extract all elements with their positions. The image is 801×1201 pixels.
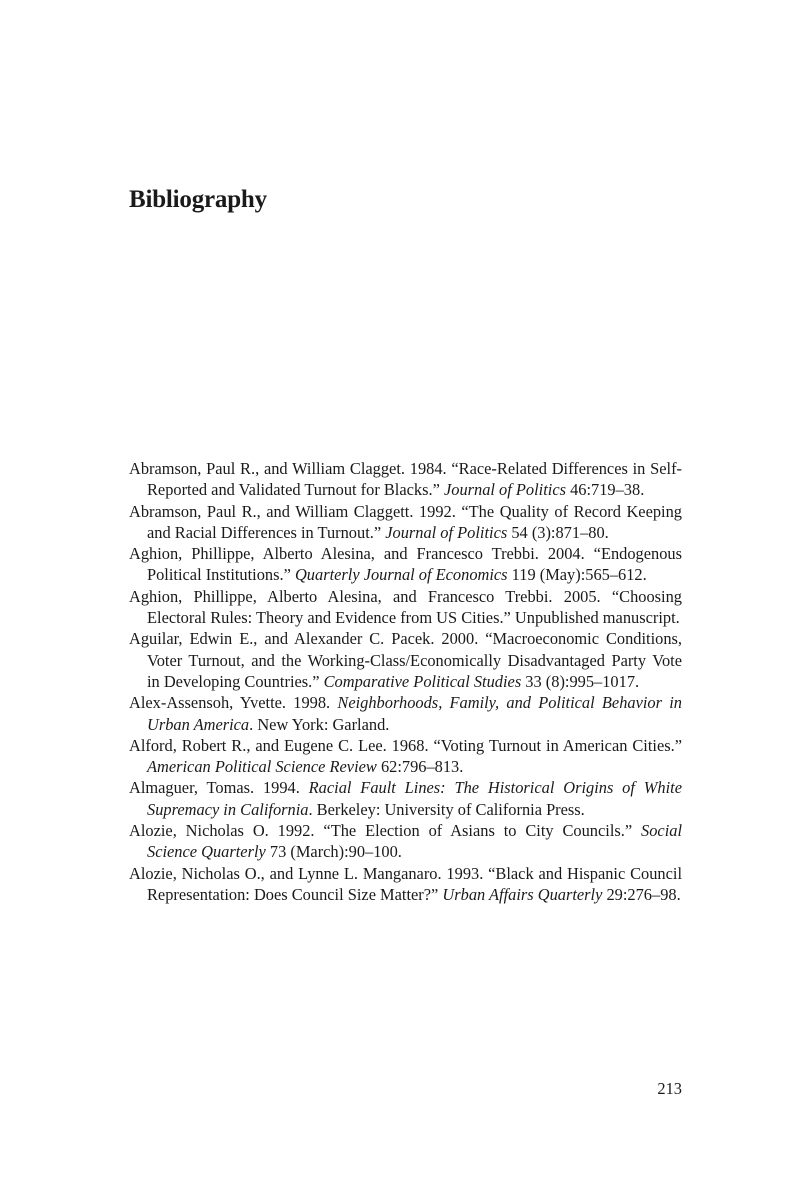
entry-title-italic: American Political Science Review bbox=[147, 757, 377, 777]
entry-text: 29:276–98. bbox=[602, 884, 681, 904]
bibliography-entry bbox=[129, 586, 682, 629]
bibliography-list bbox=[129, 458, 682, 905]
entry-text: Alford, Robert R., and Eugene C. Lee. 1968. “Voting Turnout in American Cities.” bbox=[129, 735, 682, 755]
entry-text: 119 (May):565–612. bbox=[507, 565, 647, 585]
bibliography-entry bbox=[129, 501, 682, 544]
page-heading: Bibliography bbox=[129, 186, 267, 213]
entry-text: Aghion, Phillippe, Alberto Alesina, and Francesco Trebbi. 2005. “Choosing Electoral Rules: Theory and Evidence from US Cities.” Unpublished manuscript. bbox=[129, 586, 682, 628]
entry-text: 73 (March):90–100. bbox=[265, 842, 402, 862]
bibliography-entry bbox=[129, 735, 682, 778]
entry-text: Alozie, Nicholas O. 1992. “The Election of Asians to City Councils.” bbox=[129, 821, 642, 841]
entry-title-italic: Urban Affairs Quarterly bbox=[442, 884, 603, 904]
entry-text: . New York: Garland. bbox=[249, 714, 390, 734]
entry-title-italic: Social Science Quarterly bbox=[147, 821, 682, 862]
entry-title-italic: Racial Fault Lines: The Historical Origins of White Supremacy in California bbox=[147, 778, 683, 819]
entry-title-italic: Journal of Politics bbox=[385, 522, 508, 542]
entry-text: Almaguer, Tomas. 1994. bbox=[129, 778, 309, 798]
entry-text: Alex-Assensoh, Yvette. 1998. bbox=[129, 693, 338, 713]
bibliography-entry bbox=[129, 628, 682, 692]
entry-text: Abramson, Paul R., and William Claggett. 1992. “The Quality of Record Keeping and Racial Differences in Turnout.” bbox=[129, 501, 682, 542]
entry-text: Aghion, Phillippe, Alberto Alesina, and Francesco Trebbi. 2004. “Endogenous Political Institutions.” bbox=[129, 544, 682, 585]
entry-text: . Berkeley: University of California Press. bbox=[308, 799, 585, 819]
bibliography-entry bbox=[129, 820, 682, 863]
entry-text: 46:719–38. bbox=[565, 480, 645, 500]
entry-text: 62:796–813. bbox=[376, 757, 464, 777]
entry-text: Abramson, Paul R., and William Clagget. 1984. “Race-Related Differences in Self-Reported and Validated Turnout for Blacks.” bbox=[129, 459, 682, 500]
entry-title-italic: Quarterly Journal of Economics bbox=[294, 565, 508, 585]
entry-text: Alozie, Nicholas O., and Lynne L. Manganaro. 1993. “Black and Hispanic Council Representation: Does Council Size Matter?” bbox=[129, 863, 682, 904]
entry-text: Aguilar, Edwin E., and Alexander C. Pacek. 2000. “Macroeconomic Conditions, Voter Turnout, and the Working-Class/Economically Disadvantaged Party Vote in Developing Countries.” bbox=[129, 629, 682, 691]
entry-text: 33 (8):995–1017. bbox=[521, 671, 640, 691]
bibliography-entry bbox=[129, 458, 682, 501]
entry-text: 54 (3):871–80. bbox=[507, 522, 609, 542]
entry-title-italic: Journal of Politics bbox=[443, 480, 566, 500]
bibliography-entry bbox=[129, 777, 682, 820]
bibliography-entry bbox=[129, 543, 682, 586]
bibliography-entry bbox=[129, 692, 682, 735]
entry-title-italic: Comparative Political Studies bbox=[323, 671, 522, 691]
page-number: 213 bbox=[657, 1079, 682, 1098]
entry-title-italic: Neighborhoods, Family, and Political Behavior in Urban America bbox=[147, 693, 682, 734]
bibliography-entry bbox=[129, 863, 682, 906]
